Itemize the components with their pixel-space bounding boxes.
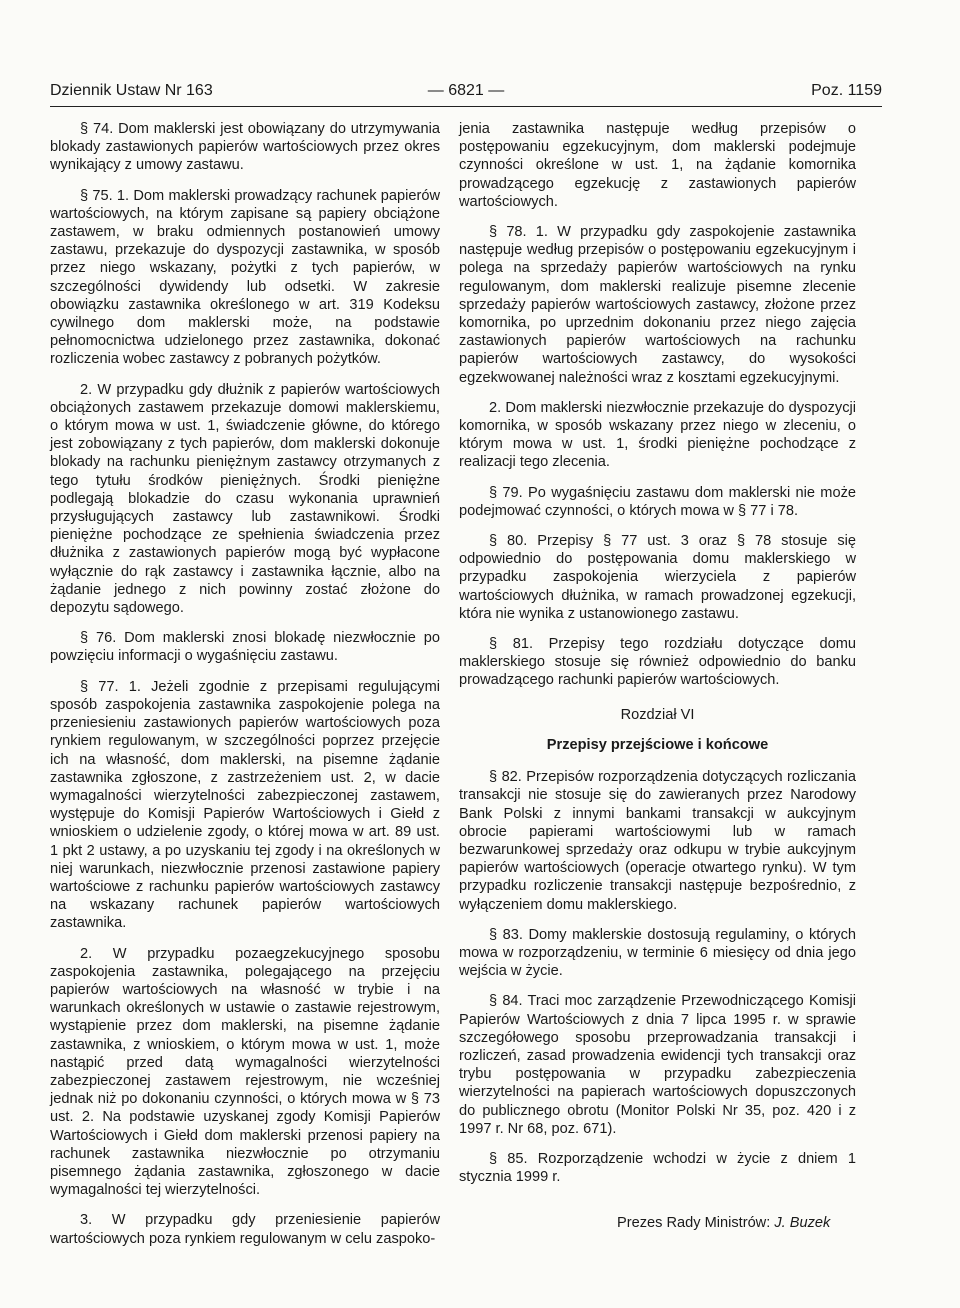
journal-title: Dziennik Ustaw Nr 163 bbox=[50, 82, 213, 99]
paragraph-79: § 79. Po wygaśnięciu zastawu dom maklerski nie może podejmować czynności, o których mowa w § 77 i 78. bbox=[459, 484, 856, 519]
signature-title: Prezes Rady Ministrów: bbox=[617, 1215, 771, 1231]
position-number: Poz. 1159 bbox=[811, 82, 882, 99]
header-rule bbox=[50, 106, 882, 107]
paragraph-78-1: § 78. 1. W przypadku gdy zaspokojenie zastawnika następuje według przepisów o postępowaniu egzekucyjnym i polega na sprzedaży papierów wartościowych na rynku regulowanym, dom maklerski realizuje pisemne zlecenie sprzedaży papierów wartościowych zastawcy, złożone przez komornika, po uprzednim dokonaniu przez niego zajęcia zastawionych papierów wartościowych na rachunku papierów wartościowych zastawcy, do wysokości egzekwowanej należności wraz z kosztami egzekucyjnymi. bbox=[459, 224, 856, 386]
signature bbox=[617, 1214, 830, 1232]
paragraph-85: § 85. Rozporządzenie wchodzi w życie z dniem 1 stycznia 1999 r. bbox=[459, 1150, 856, 1186]
chapter-title: Przepisy przejściowe i końcowe bbox=[546, 736, 769, 753]
right-column bbox=[459, 120, 856, 1198]
page-header bbox=[50, 80, 882, 102]
paragraph-81: § 81. Przepisy tego rozdziału dotyczące domu maklerskiego stosuje się również odpowiednio do banku prowadzącego rachunki papierów wartościowych. bbox=[459, 636, 856, 689]
paragraph-77-2: 2. W przypadku pozaegzekucyjnego sposobu zaspokojenia zastawnika, polegającego na przejęciu papierów wartościowych na własność w trybie i na warunkach określonych w ustawie o zastawie rejestrowym, wystąpienie przez dom maklerski, na pisemne żądanie zastawnika, z wnioskiem, o którym mowa w ust. 1, może nastąpić przed datą wymagalności wierzytelności zabezpieczonej zastawem rejestrowym, nie wcześniej jednak niż po dokonaniu czynności, o których mowa w § 73 ust. 2. Na podstawie uzyskanej zgody Komisji Papierów Wartościowych i Giełd dom maklerski przenosi papiery na rachunek zastawnika niezwłocznie po otrzymaniu pisemnego żądania zastawnika, zgłoszonego w dacie wymagalności tej wierzytelności. bbox=[50, 945, 440, 1199]
paragraph-75-1: § 75. 1. Dom maklerski prowadzący rachunek papierów wartościowych, na którym zapisane są papiery obciążone zastawem, w braku odmiennych postanowień umowy zastawu, przekazuje do dyspozycji zastawnika, w sposób przez niego wskazany, pożytki z tych papierów, w szczególności dywidendy lub odsetki. W zakresie obowiązku zastawnika określonego w art. 319 Kodeksu cywilnego dom maklerski może, na podstawie pełnomocnictwa udzielonego przez zastawnika, dokonać rozliczenia wobec zastawcy z pobranych pożytków. bbox=[50, 187, 440, 368]
paragraph-80: § 80. Przepisy § 77 ust. 3 oraz § 78 stosuje się odpowiednio do postępowania domu maklerskiego w przypadku zaspokojenia wierzyciela z papierów wartościowych dłużnika, w ramach prowadzonej egzekucji, która nie wynika z ustanowionego zastawu. bbox=[459, 533, 856, 622]
paragraph-77-3: 3. W przypadku gdy przeniesienie papierów wartościowych poza rynkiem regulowanym w celu zaspoko- bbox=[50, 1212, 440, 1247]
signature-name: J. Buzek bbox=[774, 1215, 831, 1231]
paragraph-84: § 84. Traci moc zarządzenie Przewodniczącego Komisji Papierów Wartościowych z dnia 7 lipca 1995 r. w sprawie szczegółowego sposobu przeprowadzania transakcji i rozliczeń, zasad prowadzenia ewidencji tych transakcji oraz trybu postępowania w przypadku zabezpieczenia wierzytelności na papierach wartościowych dopuszczonych do publicznego obrotu (Monitor Polski Nr 35, poz. 420 i z 1997 r. Nr 68, poz. 671). bbox=[459, 993, 856, 1137]
chapter-number: Rozdział VI bbox=[620, 706, 695, 723]
paragraph-78-2: 2. Dom maklerski niezwłocznie przekazuje do dyspozycji komornika, w sposób wskazany przez niego w zleceniu, o którym mowa w ust. 1, środki pieniężne pochodzące z realizacji tego zlecenia. bbox=[459, 399, 856, 471]
page-number: — 6821 — bbox=[427, 82, 505, 99]
paragraph-77-1: § 77. 1. Jeżeli zgodnie z przepisami regulującymi sposób zaspokojenia zastawnika zaspokojenie polega na przeniesieniu zastawionych papierów wartościowych poza rynkiem regulowanym, w szczególności poprzez przejęcie ich na własność, dom maklerski, na pisemne żądanie zastawnika zgłoszone, z zastrzeżeniem ust. 2, w dacie wymagalności wierzytelności zabezpieczonej zastawem, występuje do Komisji Papierów Wartościowych i Giełd z wnioskiem o udzielenie zgody, o której mowa w art. 89 ust. 1 pkt 2 ustawy, a po uzyskaniu tej zgody i na określonych w niej warunkach, niezwłocznie przenosi zastawione papiery wartościowe z rachunku papierów wartościowych zastawcy na wskazany rachunek papierów wartościowych zastawnika. bbox=[50, 678, 440, 932]
left-column bbox=[50, 120, 440, 1248]
paragraph-82: § 82. Przepisów rozporządzenia dotyczących rozliczania transakcji nie stosuje się do zawieranych przez Narodowy Bank Polski z innymi bankami transakcji w aukcyjnym obrocie papierami wartościowymi lub w ramach bezwarunkowej sprzedaży oraz odkupu w trybie aukcyjnym papierów wartościowych (operacje otwartego rynku). W tym przypadku rozliczenie transakcji następuje bezpośrednio, z wyłączeniem domu maklerskiego. bbox=[459, 769, 856, 913]
paragraph-74: § 74. Dom maklerski jest obowiązany do utrzymywania blokady zastawionych papierów wartościowych przez okres wynikający z umowy zastawu. bbox=[50, 121, 440, 174]
paragraph-75-2: 2. W przypadku gdy dłużnik z papierów wartościowych obciążonych zastawem przekazuje domowi maklerskiemu, o którym mowa w ust. 1, świadczenie główne, do którego jest zobowiązany z tych papierów, dom maklerski dokonuje blokady na rachunku pieniężnym zastawcy otrzymanych z tego tytułu środków pieniężnych. Środki pieniężne podlegają blokadzie do czasu wykonania uprawnień przysługujących zastawcy lub zastawnikowi. Środki pieniężne pochodzące ze spełnienia świadczenia przez dłużnika z zastawionych papierów mogą być wypłacone wyłącznie do rąk zastawcy i zastawnika łącznie, albo na żądanie jednego z nich powinny zostać złożone do depozytu sądowego. bbox=[50, 381, 440, 617]
paragraph-77-3-continuation: jenia zastawnika następuje według przepisów o postępowaniu egzekucyjnym, dom maklerski podejmuje czynności określone w ust. 1, na żądanie komornika prowadzącego egzekucję z zastawionych papierów wartościowych. bbox=[459, 121, 856, 210]
paragraph-76: § 76. Dom maklerski znosi blokadę niezwłocznie po powzięciu informacji o wygaśnięciu zastawu. bbox=[50, 630, 440, 665]
paragraph-83: § 83. Domy maklerskie dostosują regulaminy, o których mowa w rozporządzeniu, w terminie 6 miesięcy od dnia jego wejścia w życie. bbox=[459, 926, 856, 980]
